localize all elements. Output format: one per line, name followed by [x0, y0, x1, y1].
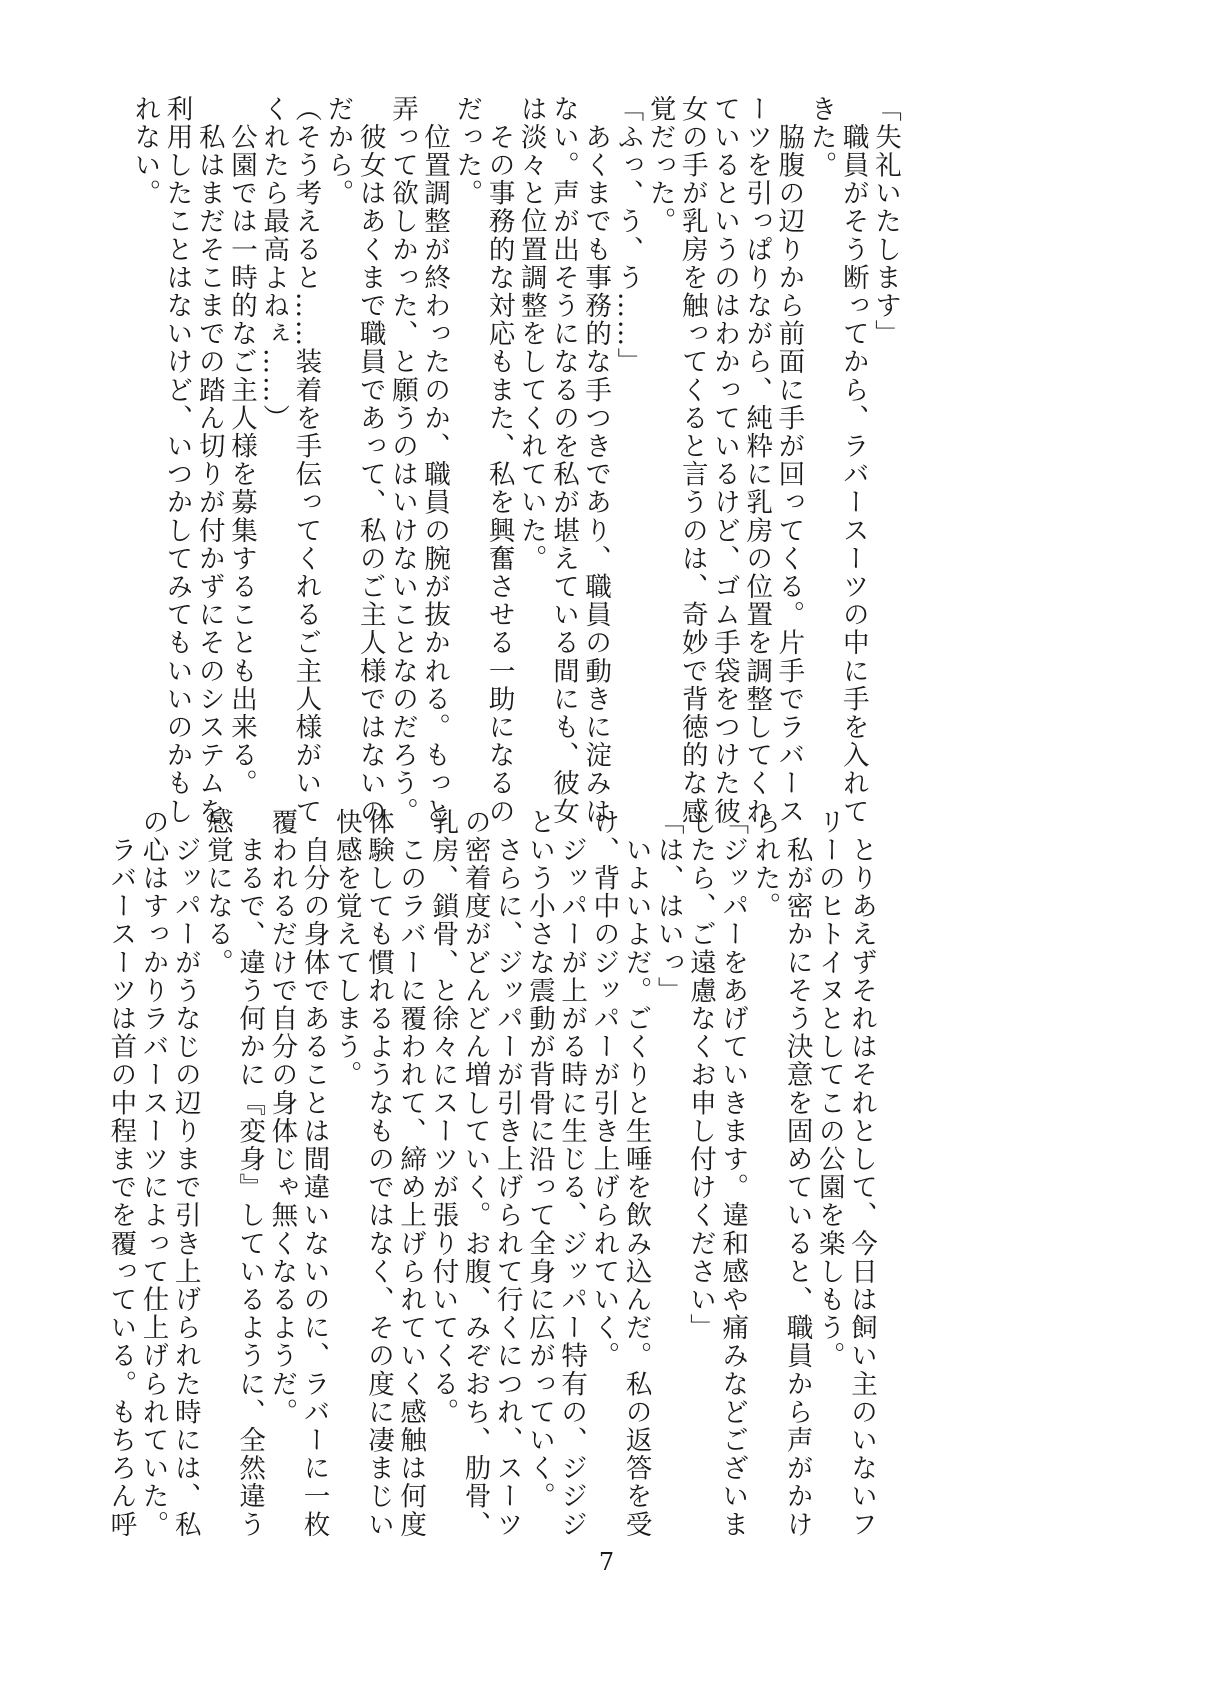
text-line: 位置調整が終わったのか、職員の腕が抜かれる。もっと: [419, 95, 451, 826]
text-line: 公園では一時的なご主人様を募集することも出来る。: [225, 95, 257, 798]
text-line: くれたら最高よねぇ……）: [258, 95, 290, 433]
text-line: 感覚になる。: [201, 808, 233, 977]
text-line: 「ジッパーをあげていきます。違和感や痛みなどございま: [717, 808, 749, 1539]
text-line: ているというのはわかっているけど、ゴム手袋をつけた彼: [708, 95, 740, 826]
text-line: 私が密かにそう決意を固めていると、職員から声がかけ: [781, 808, 813, 1539]
text-line: の心はすっかりラバースーツによって仕上げられていた。: [137, 808, 169, 1539]
text-line: 乳房、鎖骨、と徐々にスーツが張り付いてくる。: [427, 808, 459, 1427]
text-block-top: [128, 95, 901, 826]
text-line: 職員がそう断ってから、ラバースーツの中に手を入れて: [837, 95, 869, 826]
text-line: 「は、はいっ」: [652, 808, 684, 1005]
text-line: だった。: [451, 95, 483, 208]
text-line: 「ふっ、う、う……」: [612, 95, 644, 376]
text-line: リーのヒトイヌとしてこの公園を楽しもう。: [813, 808, 845, 1370]
text-line: きた。: [805, 95, 837, 180]
text-line: このラバーに覆われて、締め上げられていく感触は何度: [395, 808, 427, 1539]
text-line: あくまでも事務的な手つきであり、職員の動きに淀みは: [580, 95, 612, 826]
text-line: 「失礼いたします」: [870, 95, 901, 348]
text-line: 弄って欲しかった、と願うのはいけないことなのだろう。: [386, 95, 418, 826]
text-line: 覚だった。: [644, 95, 676, 236]
text-line: は淡々と位置調整をしてくれていた。: [515, 95, 547, 573]
text-line: け、背中のジッパーが引き上げられていく。: [588, 808, 620, 1370]
text-line: という小さな震動が背骨に沿って全身に広がっていく。: [523, 808, 555, 1511]
text-line: まるで、違う何かに『変身』しているように、全然違う: [234, 808, 266, 1539]
text-line: とりあえずそれはそれとして、今日は飼い主のいないフ: [846, 808, 877, 1539]
text-line: ーツを引っぱりながら、純粋に乳房の位置を調整してくれ: [741, 95, 773, 826]
text-line: 覆われるだけで自分の身体じゃ無くなるようだ。: [266, 808, 298, 1427]
text-block-bottom: [104, 808, 877, 1539]
text-line: その事務的な対応もまた、私を興奮させる一助になるの: [483, 95, 515, 826]
text-line: 自分の身体であることは間違いないのに、ラバーに一枚: [298, 808, 330, 1539]
text-line: 体験しても慣れるようなものではなく、その度に凄まじい: [362, 808, 394, 1539]
text-line: られた。: [749, 808, 781, 921]
text-line: 私はまだそこまでの踏ん切りが付かずにそのシステムを: [193, 95, 225, 826]
text-line: 脇腹の辺りから前面に手が回ってくる。片手でラバース: [773, 95, 805, 826]
text-line: 利用したことはないけど、いつかしてみてもいいのかもし: [161, 95, 193, 826]
text-line: ラバースーツは首の中程までを覆っている。もちろん呼: [105, 808, 137, 1539]
text-line: 彼女はあくまで職員であって、私のご主人様ではないの: [354, 95, 386, 826]
text-line: だから。: [322, 95, 354, 208]
text-line: れない。: [129, 95, 161, 208]
text-line: の密着度がどんどん増していく。お腹、みぞおち、肋骨、: [459, 808, 491, 1539]
page-number: 7: [598, 1548, 615, 1576]
text-line: 女の手が乳房を触ってくると言うのは、奇妙で背徳的な感: [676, 95, 708, 826]
text-line: ない。声が出そうになるのを私が堪えている間にも、彼女: [547, 95, 579, 826]
text-line: したら、ご遠慮なくお申し付けください」: [684, 808, 716, 1342]
text-line: （そう考えると……装着を手伝ってくれるご主人様がいて: [290, 95, 322, 826]
text-line: ジッパーが上がる時に生じる、ジッパー特有の、ジジジ: [556, 808, 588, 1539]
text-line: いよいよだ。ごくりと生唾を飲み込んだ。私の返答を受: [620, 808, 652, 1539]
text-line: ジッパーがうなじの辺りまで引き上げられた時には、私: [169, 808, 201, 1539]
text-line: さらに、ジッパーが引き上げられて行くにつれ、スーツ: [491, 808, 523, 1539]
text-line: 快感を覚えてしまう。: [330, 808, 362, 1089]
